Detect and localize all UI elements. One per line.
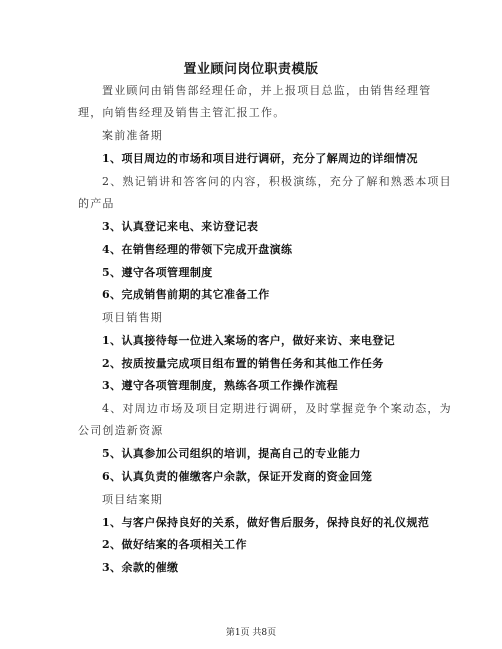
pre-item-2-cont: 的产品 bbox=[78, 197, 115, 210]
pre-item-1: 1、项目周边的市场和项目进行调研，充分了解周边的详细情况 bbox=[102, 152, 418, 165]
pre-item-6: 6、完成销售前期的其它准备工作 bbox=[102, 288, 270, 301]
end-item-1: 1、与客户保持良好的关系，做好售后服务，保持良好的礼仪规范 bbox=[102, 516, 430, 529]
section-heading-pre: 案前准备期 bbox=[102, 129, 163, 142]
intro-line-2: 理，向销售经理及销售主管汇报工作。 bbox=[78, 106, 286, 119]
end-item-2: 2、做好结案的各项相关工作 bbox=[102, 538, 247, 551]
sale-item-6: 6、认真负责的催缴客户余款，保证开发商的资金回笼 bbox=[102, 470, 373, 483]
pre-item-3: 3、认真登记来电、来访登记表 bbox=[102, 220, 259, 233]
sale-item-2: 2、按质按量完成项目组布置的销售任务和其他工作任务 bbox=[102, 357, 384, 370]
pre-item-4: 4、在销售经理的带领下完成开盘演练 bbox=[102, 243, 293, 256]
sale-item-5: 5、认真参加公司组织的培训，提高自己的专业能力 bbox=[102, 447, 361, 460]
sale-item-4: 4、对周边市场及项目定期进行调研，及时掌握竞争个案动态，为 bbox=[102, 402, 452, 415]
sale-item-3: 3、遵守各项管理制度，熟练各项工作操作流程 bbox=[102, 379, 339, 392]
sale-item-1: 1、认真接待每一位进入案场的客户，做好来访、来电登记 bbox=[102, 334, 396, 347]
section-heading-end: 项目结案期 bbox=[102, 493, 163, 506]
end-item-3: 3、余款的催缴 bbox=[102, 561, 179, 574]
document-title: 置业顾问岗位职责模版 bbox=[183, 62, 319, 77]
pre-item-5: 5、遵守各项管理制度 bbox=[102, 266, 213, 279]
intro-line-1: 置业顾问由销售部经理任命，并上报项目总监，由销售经理管 bbox=[102, 84, 432, 97]
sale-item-4-cont: 公司创造新资源 bbox=[78, 424, 164, 437]
pre-item-2: 2、熟记销讲和答客问的内容，积极演练，充分了解和熟悉本项目 bbox=[102, 175, 452, 188]
page-footer: 第1页 共8页 bbox=[225, 628, 277, 638]
section-heading-sale: 项目销售期 bbox=[102, 311, 163, 324]
